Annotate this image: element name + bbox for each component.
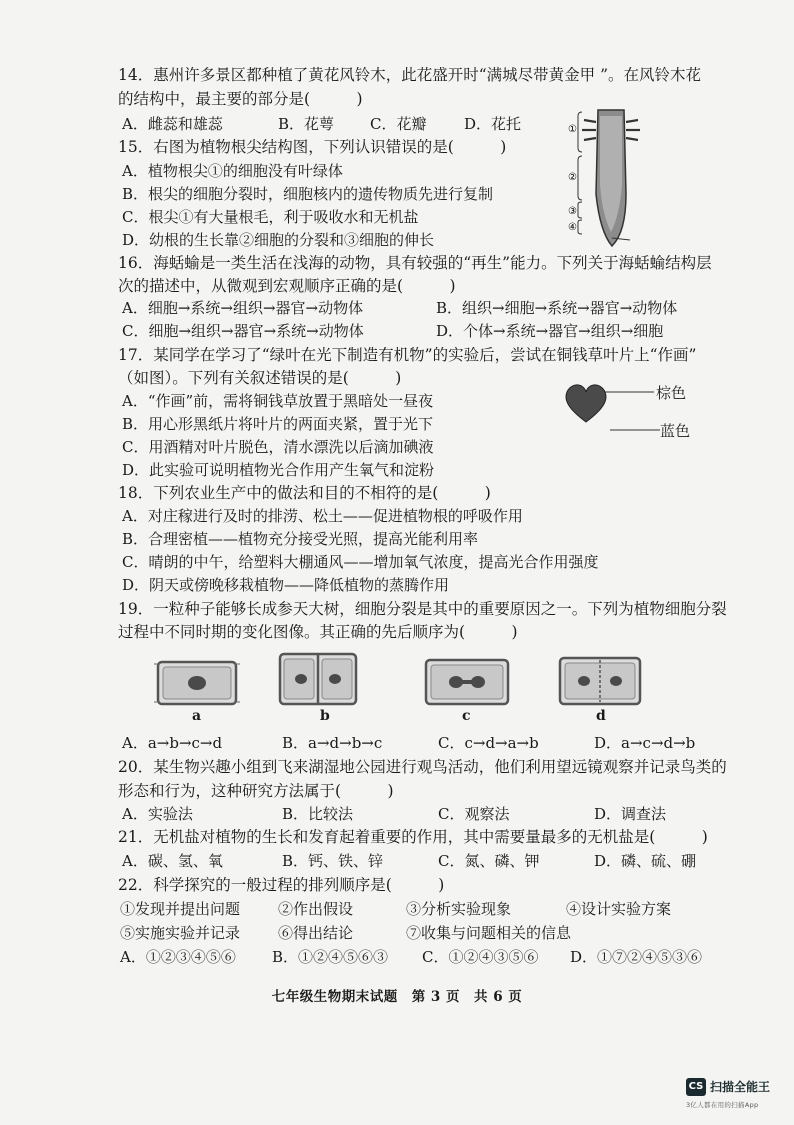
- scanner-watermark: [686, 1078, 786, 1118]
- q18-option-b: B．合理密植——植物充分接受光照，提高光能利用率: [122, 530, 479, 548]
- q22-step-6: ⑥得出结论: [278, 924, 354, 942]
- scanner-tagline: 3亿人都在用的扫描App: [686, 1101, 759, 1109]
- q19-option-b: B．a→d→b→c: [282, 734, 383, 752]
- scanner-app-name: 扫描全能王: [710, 1080, 771, 1094]
- q20-stem-line1: 20．某生物兴趣小组到飞来湖湿地公园进行观鸟活动，他们利用望远镜观察并记录鸟类的: [118, 758, 727, 776]
- q22-step-2: ②作出假设: [278, 900, 354, 918]
- q20-option-a: A．实验法: [122, 805, 193, 823]
- q20-option-b: B．比较法: [282, 805, 354, 823]
- q14-stem-line2: 的结构中，最主要的部分是( ): [118, 90, 363, 108]
- q14-option-b: B．花萼: [278, 115, 335, 133]
- q16-option-b: B．组织→细胞→系统→器官→动物体: [436, 299, 678, 317]
- q22-option-d: D．①⑦②④⑤③⑥: [570, 948, 703, 966]
- root-tip-label-3: ③: [568, 206, 577, 217]
- q18-option-a: A．对庄稼进行及时的排涝、松土——促进植物根的呼吸作用: [122, 507, 523, 525]
- q21-option-c: C．氮、磷、钾: [438, 852, 540, 870]
- q15-option-d: D．幼根的生长靠②细胞的分裂和③细胞的伸长: [122, 231, 435, 249]
- q22-stem: 22．科学探究的一般过程的排列顺序是( ): [118, 876, 445, 894]
- q22-option-a: A．①②③④⑤⑥: [120, 948, 236, 966]
- q16-option-a: A．细胞→系统→组织→器官→动物体: [122, 299, 364, 317]
- q20-option-c: C．观察法: [438, 805, 510, 823]
- q14-option-a: A．雌蕊和雄蕊: [122, 115, 223, 133]
- q22-step-5: ⑤实施实验并记录: [120, 924, 241, 942]
- q19-option-a: A．a→b→c→d: [122, 734, 223, 752]
- root-tip-label-2: ②: [568, 172, 577, 183]
- q20-option-d: D．调查法: [594, 805, 667, 823]
- q21-option-b: B．钙、铁、锌: [282, 852, 384, 870]
- q17-stem-line2: （如图）。下列有关叙述错误的是( ): [118, 369, 402, 387]
- q15-stem: 15．右图为植物根尖结构图，下列认识错误的是( ): [118, 138, 507, 156]
- q16-option-d: D．个体→系统→器官→组织→细胞: [436, 322, 664, 340]
- q21-stem: 21．无机盐对植物的生长和发育起着重要的作用，其中需要量最多的无机盐是( ): [118, 828, 708, 846]
- cs-logo-icon: CS: [686, 1078, 706, 1096]
- q16-option-c: C．细胞→组织→器官→系统→动物体: [122, 322, 364, 340]
- q18-option-c: C．晴朗的中午，给塑料大棚通风——增加氧气浓度，提高光合作用强度: [122, 553, 599, 571]
- cell-label-a: a: [192, 708, 202, 724]
- cell-b: [276, 650, 360, 708]
- root-tip-label-4: ④: [568, 222, 577, 233]
- q22-step-3: ③分析实验现象: [406, 900, 512, 918]
- q15-option-b: B．根尖的细胞分裂时，细胞核内的遗传物质先进行复制: [122, 185, 494, 203]
- q17-option-b: B．用心形黑纸片将叶片的两面夹紧，置于光下: [122, 415, 434, 433]
- q18-option-d: D．阴天或傍晚移栽植物——降低植物的蒸腾作用: [122, 576, 450, 594]
- q21-option-d: D．磷、硫、硼: [594, 852, 697, 870]
- q17-stem-line1: 17．某同学在学习了“绿叶在光下制造有机物”的实验后，尝试在铜钱草叶片上“作画”: [118, 346, 697, 364]
- q14-option-c: C．花瓣: [370, 115, 427, 133]
- q15-option-a: A．植物根尖①的细胞没有叶绿体: [122, 162, 343, 180]
- q14-option-d: D．花托: [464, 115, 522, 133]
- legend-blue: 蓝色: [660, 422, 691, 440]
- q16-stem-line1: 16．海蛞蝓是一类生活在浅海的动物，具有较强的“再生”能力。下列关于海蛞蝓结构层: [118, 254, 712, 272]
- q19-option-c: C．c→d→a→b: [438, 734, 539, 752]
- root-tip-label-1: ①: [568, 124, 577, 135]
- q18-stem: 18．下列农业生产中的做法和目的不相符的是( ): [118, 484, 491, 502]
- heart-leaf-figure: [560, 378, 720, 448]
- legend-brown: 棕色: [656, 384, 687, 402]
- q19-stem-line1: 19．一粒种子能够长成参天大树，细胞分裂是其中的重要原因之一。下列为植物细胞分裂: [118, 600, 727, 618]
- cell-label-c: c: [462, 708, 471, 724]
- q19-stem-line2: 过程中不同时期的变化图像。其正确的先后顺序为( ): [118, 623, 518, 641]
- q19-option-d: D．a→c→d→b: [594, 734, 696, 752]
- cell-label-b: b: [320, 708, 330, 724]
- q22-option-b: B．①②④⑤⑥③: [272, 948, 389, 966]
- q17-option-a: A．“作画”前，需将铜钱草放置于黑暗处一昼夜: [122, 392, 434, 410]
- q16-stem-line2: 次的描述中，从微观到宏观顺序正确的是( ): [118, 277, 456, 295]
- q22-step-4: ④设计实验方案: [566, 900, 672, 918]
- q22-step-7: ⑦收集与问题相关的信息: [406, 924, 572, 942]
- q14-stem-line1: 14．惠州许多景区都种植了黄花风铃木，此花盛开时“满城尽带黄金甲 ”。在风铃木花: [118, 66, 702, 84]
- cell-c: [422, 654, 512, 708]
- q17-option-c: C．用酒精对叶片脱色，清水漂洗以后滴加碘液: [122, 438, 434, 456]
- q20-stem-line2: 形态和行为，这种研究方法属于( ): [118, 782, 394, 800]
- root-tip-figure: [560, 104, 650, 254]
- cell-a: [154, 656, 240, 708]
- q22-step-1: ①发现并提出问题: [120, 900, 241, 918]
- page-footer: 七年级生物期末试题 第 3 页 共 6 页: [271, 989, 523, 1005]
- q21-option-a: A．碳、氢、氧: [122, 852, 223, 870]
- cell-d: [556, 652, 644, 708]
- q15-option-c: C．根尖①有大量根毛，利于吸收水和无机盐: [122, 208, 419, 226]
- q22-option-c: C．①②④③⑤⑥: [422, 948, 539, 966]
- cell-label-d: d: [596, 708, 606, 724]
- q17-option-d: D．此实验可说明植物光合作用产生氧气和淀粉: [122, 461, 435, 479]
